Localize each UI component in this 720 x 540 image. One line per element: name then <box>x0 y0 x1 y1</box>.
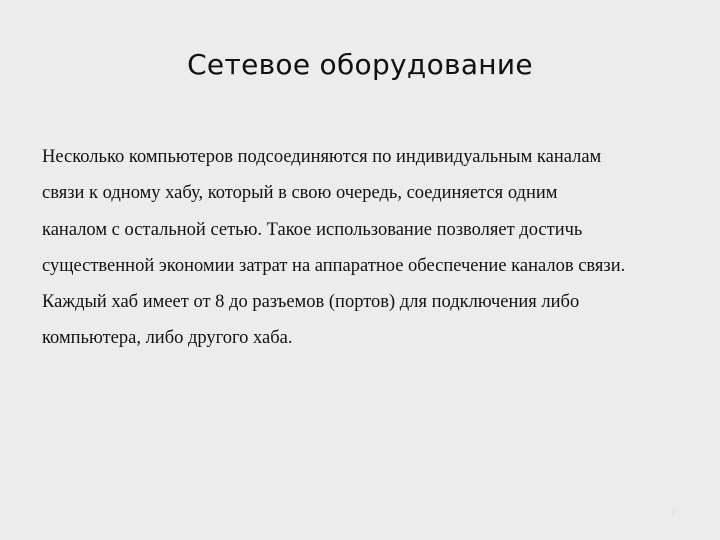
body-line: связи к одному хабу, который в свою очередь, соединяется одним <box>42 183 558 204</box>
page-number: 7 <box>670 508 676 518</box>
body-line: Несколько компьютеров подсоединяются по индивидуальным каналам <box>42 147 602 167</box>
body-line: каналом с остальной сетью. Такое использование позволяет достичь <box>42 219 583 240</box>
body-line: Каждый хаб имеет от 8 до разъемов (портов) для подключения либо <box>42 292 580 313</box>
slide-title: Сетевое оборудование <box>187 48 533 81</box>
slide-body <box>42 139 692 357</box>
body-line: существенной экономии затрат на аппаратное обеспечение каналов связи. <box>42 255 626 276</box>
body-line: компьютера, либо другого хаба. <box>42 328 293 349</box>
